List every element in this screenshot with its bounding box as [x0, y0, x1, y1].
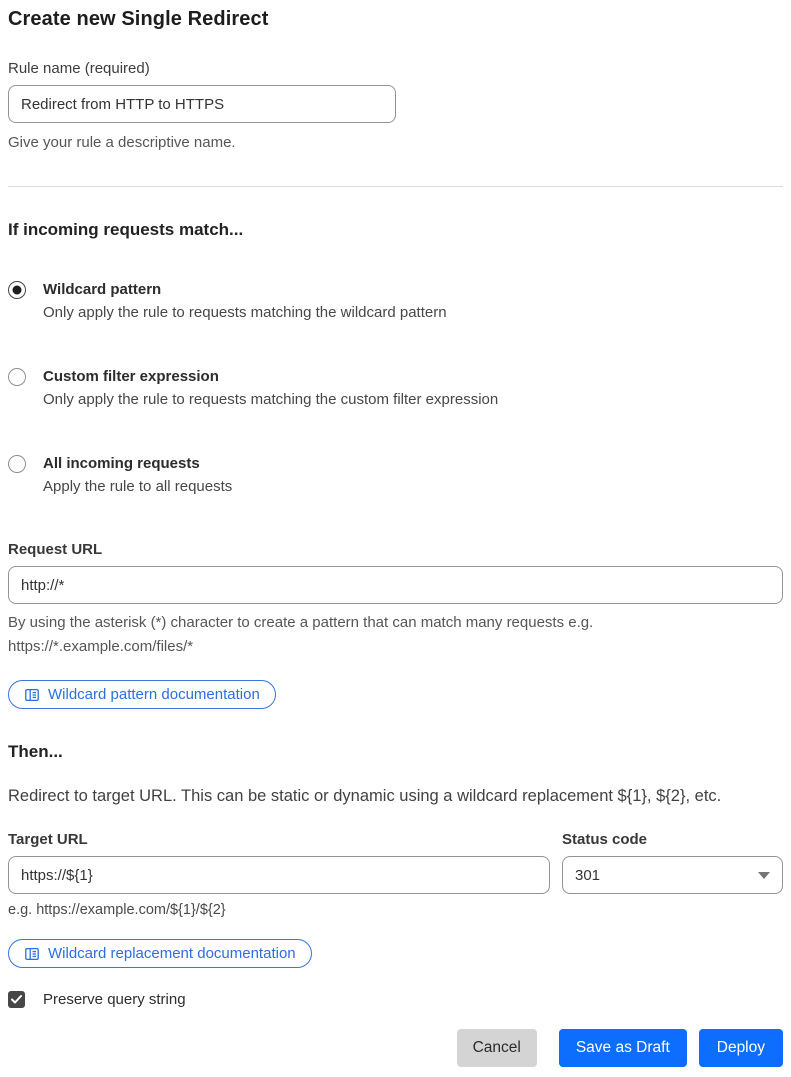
- then-section-heading: Then...: [8, 742, 63, 761]
- doc-button-label: Wildcard pattern documentation: [48, 686, 260, 703]
- status-code-value: 301: [575, 866, 601, 884]
- doc-button-label: Wildcard replacement documentation: [48, 945, 296, 962]
- target-status-row: [8, 831, 783, 918]
- radio-description: Apply the rule to all requests: [43, 478, 233, 495]
- radio-label: Wildcard pattern: [43, 281, 162, 298]
- status-code-label: Status code: [562, 831, 648, 848]
- cancel-button[interactable]: Cancel: [457, 1029, 537, 1067]
- rule-name-group: [8, 60, 783, 155]
- page-title: Create new Single Redirect: [8, 8, 269, 30]
- preserve-query-label: Preserve query string: [43, 991, 186, 1008]
- radio-option-custom-filter[interactable]: [8, 367, 783, 410]
- rule-name-help: Give your rule a descriptive name.: [8, 134, 236, 151]
- target-url-input[interactable]: [8, 856, 550, 894]
- footer-actions: [8, 1029, 783, 1067]
- radio-button-icon[interactable]: [8, 455, 26, 473]
- section-divider: [8, 186, 783, 187]
- radio-label: All incoming requests: [43, 455, 200, 472]
- status-code-select[interactable]: [562, 856, 783, 894]
- request-url-input[interactable]: [8, 566, 783, 604]
- target-url-example: e.g. https://example.com/${1}/${2}: [8, 902, 226, 918]
- radio-option-all-requests[interactable]: [8, 454, 783, 497]
- status-code-group: [562, 831, 783, 894]
- checkbox-checked-icon[interactable]: [8, 991, 25, 1008]
- deploy-button[interactable]: Deploy: [699, 1029, 783, 1067]
- rule-name-input[interactable]: [8, 85, 396, 123]
- preserve-query-row[interactable]: [8, 991, 783, 1008]
- radio-description: Only apply the rule to requests matching the custom filter expression: [43, 391, 499, 408]
- then-description: Redirect to target URL. This can be static or dynamic using a wildcard replacement ${1}, ${2}, etc.: [8, 787, 722, 805]
- radio-description: Only apply the rule to requests matching the wildcard pattern: [43, 304, 447, 321]
- radio-option-wildcard-pattern[interactable]: [8, 280, 783, 323]
- request-url-label: Request URL: [8, 541, 103, 558]
- target-url-label: Target URL: [8, 831, 88, 848]
- wildcard-replacement-docs-button[interactable]: [8, 939, 312, 968]
- radio-label: Custom filter expression: [43, 368, 219, 385]
- request-url-group: [8, 541, 783, 709]
- radio-button-icon[interactable]: [8, 281, 26, 299]
- rule-name-label: Rule name (required): [8, 60, 150, 77]
- request-url-help: By using the asterisk (*) character to create a pattern that can match many requests e.g. https://*.example.com/files/*: [8, 614, 594, 655]
- wildcard-pattern-docs-button[interactable]: [8, 680, 276, 709]
- match-radio-group: [8, 280, 783, 497]
- match-section-heading: If incoming requests match...: [8, 220, 244, 239]
- radio-button-icon[interactable]: [8, 368, 26, 386]
- book-icon: [24, 687, 40, 703]
- target-url-group: [8, 831, 550, 918]
- book-icon: [24, 946, 40, 962]
- chevron-down-icon: [758, 872, 770, 879]
- save-as-draft-button[interactable]: Save as Draft: [559, 1029, 687, 1067]
